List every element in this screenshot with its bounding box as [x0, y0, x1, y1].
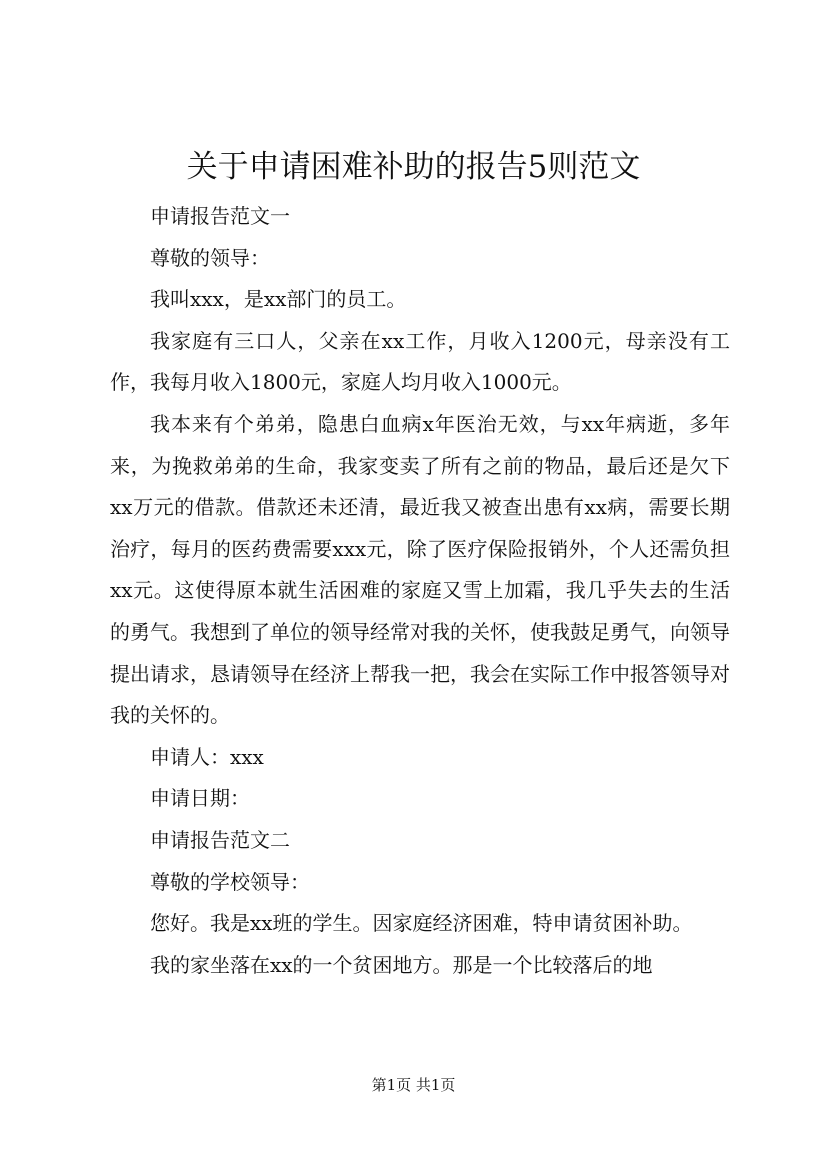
section-heading-2: 申请报告范文二 — [150, 827, 290, 852]
page-footer: 第1页 共1页 — [371, 1076, 456, 1094]
salutation-2: 尊敬的学校领导： — [150, 869, 310, 894]
paragraph: 我叫xxx，是xx部门的员工。 — [150, 287, 407, 312]
salutation-1: 尊敬的领导： — [150, 245, 270, 270]
paragraph: 我的家坐落在xx的一个贫困地方。那是一个比较落后的地 — [150, 952, 653, 977]
section-heading-1: 申请报告范文一 — [150, 204, 290, 228]
paragraph: 我家庭有三口人，父亲在xx工作，月收入1200元，母亲没有工作，我每月收入1800元，家庭人均月收入1000元。 — [110, 328, 730, 395]
document-title: 关于申请困难补助的报告5则范文 — [186, 149, 641, 185]
applicant-line: 申请人：xxx — [150, 744, 264, 769]
document-body — [110, 196, 730, 986]
paragraph: 您好。我是xx班的学生。因家庭经济困难，特申请贫困补助。 — [150, 911, 693, 936]
paragraph: 我本来有个弟弟，隐患白血病x年医治无效，与xx年病逝，多年来，为挽救弟弟的生命，我家变卖了所有之前的物品，最后还是欠下xx万元的借款。借款还未还清，最近我又被查出患有xx病，需要长期治疗，每月的医药费需要xxx元，除了医疗保险报销外，个人还需负担xx元。这使得原本就生活困难的家庭又雪上加霜，我几乎失去的生活的勇气。我想到了单位的领导经常对我的关怀，使我鼓足勇气，向领导提出请求，恳请领导在经济上帮我一把，我会在实际工作中报答领导对我的关怀的。 — [110, 411, 730, 728]
application-date-line: 申请日期： — [150, 786, 250, 811]
